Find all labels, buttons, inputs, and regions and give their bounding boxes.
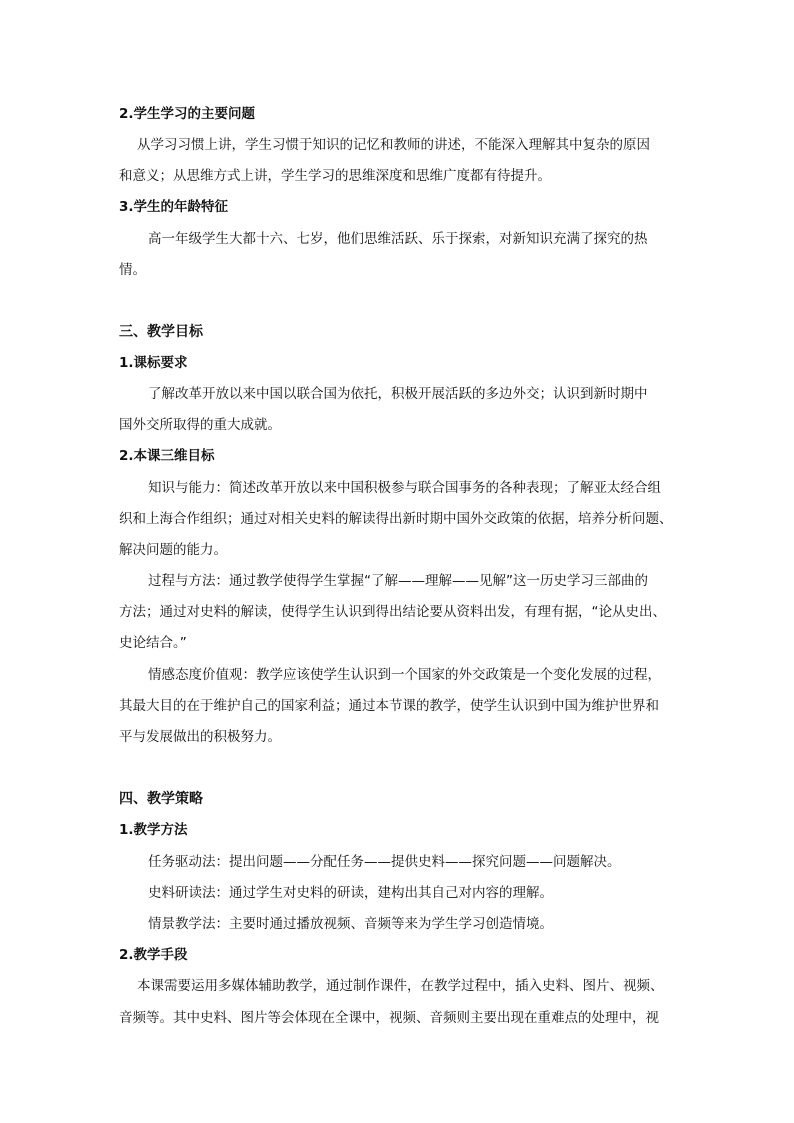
- paragraph-line: 和意义；从思维方式上讲，学生学习的思维深度和思维广度都有待提升。: [119, 168, 551, 184]
- paragraph-line: 高一年级学生大都十六、七岁，他们思维活跃、乐于探索，对新知识充满了探究的热: [148, 231, 648, 247]
- paragraph-line: 任务驱动法：提出问题——分配任务——提供史料——探究问题——问题解决。: [148, 854, 621, 870]
- paragraph-line: 了解改革开放以来中国以联合国为依托，积极开展活跃的多边外交；认识到新时期中: [148, 386, 648, 402]
- subheading-teaching-methods: 1.教学方法: [119, 822, 188, 838]
- paragraph-line: 知识与能力：简述改革开放以来中国积极参与联合国事务的各种表现；了解亚太经合组: [148, 480, 661, 496]
- subheading-teaching-means: 2.教学手段: [119, 947, 188, 963]
- paragraph-line: 音频等。其中史料、图片等会体现在全课中，视频、音频则主要出现在重难点的处理中，视: [119, 1010, 659, 1026]
- paragraph-line: 方法；通过对史料的解读，使得学生认识到得出结论要从资料出发，有理有据，“论从史出、: [119, 604, 666, 620]
- chapter-heading-teaching-goals: 三、教学目标: [119, 324, 203, 340]
- paragraph-line: 情景教学法：主要时通过播放视频、音频等来为学生学习创造情境。: [148, 916, 553, 932]
- section-heading-3: 3.学生的年龄特征: [119, 199, 229, 215]
- paragraph-line: 情感态度价值观：教学应该使学生认识到一个国家的外交政策是一个变化发展的过程，: [148, 667, 661, 683]
- paragraph-line: 过程与方法：通过教学使得学生掌握“了解——理解——见解”这一历史学习三部曲的: [148, 573, 648, 589]
- subheading-three-dimension-goals: 2.本课三维目标: [119, 448, 215, 464]
- paragraph-line: 史论结合。”: [119, 635, 187, 651]
- paragraph-line: 史料研读法：通过学生对史料的研读，建构出其自己对内容的理解。: [148, 885, 553, 901]
- paragraph-line: 平与发展做出的积极努力。: [119, 729, 281, 745]
- section-heading-2: 2.学生学习的主要问题: [119, 106, 256, 122]
- paragraph-line: 解决问题的能力。: [119, 542, 227, 558]
- subheading-curriculum: 1.课标要求: [119, 355, 188, 371]
- chapter-heading-teaching-strategy: 四、教学策略: [119, 791, 203, 807]
- paragraph-line: 织和上海合作组织；通过对相关史料的解读得出新时期中国外交政策的依据，培养分析问题、: [119, 511, 673, 527]
- paragraph-line: 情。: [119, 262, 146, 278]
- paragraph-line: 本课需要运用多媒体辅助教学，通过制作课件，在教学过程中，插入史料、图片、视频、: [137, 978, 664, 994]
- paragraph-line: 其最大目的在于维护自己的国家利益；通过本节课的教学，使学生认识到中国为维护世界和: [119, 698, 659, 714]
- paragraph-line: 国外交所取得的重大成就。: [119, 417, 281, 433]
- paragraph-line: 从学习习惯上讲，学生习惯于知识的记忆和教师的讲述，不能深入理解其中复杂的原因: [137, 137, 650, 153]
